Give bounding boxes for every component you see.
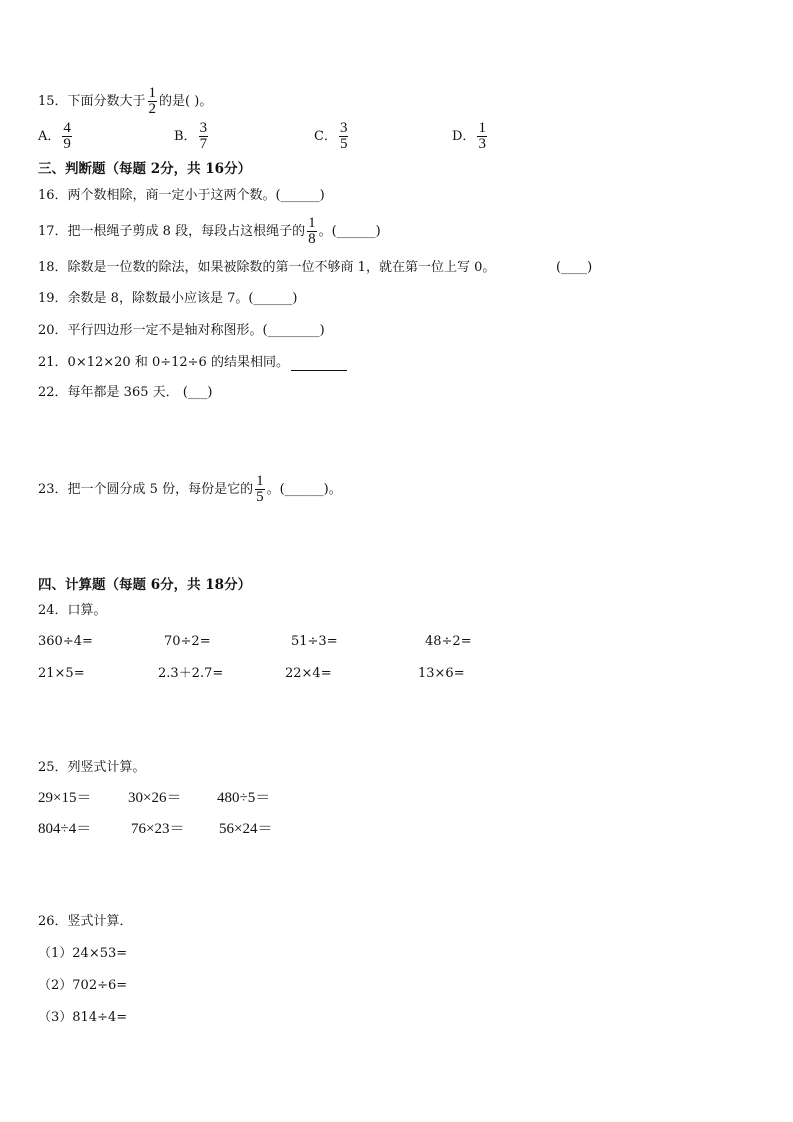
q17-frac-num: 1: [308, 215, 316, 231]
q23-text-after: 。(______)。: [266, 482, 342, 497]
q23-text-before: 23．把一个圆分成 5 份，每份是它的: [38, 482, 254, 497]
question-22: 22．每年都是 365 天． (___): [38, 385, 213, 400]
q26-item: （3）814÷4=: [38, 1010, 128, 1025]
option-a-num: 4: [63, 120, 71, 136]
q24-item: 51÷3=: [291, 634, 338, 649]
question-16: 16．两个数相除，商一定小于这两个数。(______): [38, 188, 325, 203]
question-15: [38, 86, 212, 117]
option-c-fraction: [339, 121, 349, 152]
q17-text-before: 17．把一根绳子剪成 8 段，每段占这根绳子的: [38, 224, 306, 239]
q15-text-after: 的是( )。: [159, 94, 213, 109]
option-b-fraction: [199, 121, 209, 152]
question-26-title: 26．竖式计算．: [38, 914, 133, 929]
option-d-den: 3: [478, 136, 486, 152]
q15-text-before: 15．下面分数大于: [38, 94, 146, 109]
q25-item: 804÷4＝: [38, 821, 92, 837]
q15-frac-den: 2: [148, 101, 157, 117]
q17-fraction: [307, 216, 317, 247]
question-18: 18．除数是一位数的除法，如果被除数的第一位不够商 1，就在第一位上写 0。: [38, 260, 496, 275]
q17-text-after: 。(______): [318, 224, 381, 239]
option-d-num: 1: [478, 120, 486, 136]
q26-item: （1）24×53=: [38, 946, 128, 961]
q15-option-d: [452, 121, 489, 152]
q25-item: 29×15＝: [38, 790, 92, 806]
q21-text: 21．0×12×20 和 0÷12÷6 的结果相同。: [38, 355, 289, 370]
question-18-blank: (____): [556, 260, 593, 275]
question-23: [38, 474, 342, 505]
option-d-label: D．: [452, 129, 476, 144]
option-d-fraction: [477, 121, 487, 152]
q25-item: 30×26＝: [128, 790, 182, 806]
q25-item: 480÷5＝: [217, 790, 271, 806]
q24-item: 360÷4=: [38, 634, 93, 649]
question-21: [38, 355, 347, 371]
option-b-num: 3: [199, 120, 208, 136]
option-a-fraction: [62, 121, 72, 152]
question-20: 20．平行四边形一定不是轴对称图形。(________): [38, 323, 325, 338]
option-b-den: 7: [199, 136, 208, 152]
q26-item: （2）702÷6=: [38, 978, 128, 993]
q17-frac-den: 8: [308, 231, 316, 247]
q23-frac-den: 5: [256, 489, 264, 505]
question-19: 19．余数是 8，除数最小应该是 7。(______): [38, 291, 298, 306]
option-b-label: B．: [174, 129, 197, 144]
section-3-title: 三、判断题（每题 2分，共 16分）: [38, 161, 252, 177]
question-25-title: 25．列竖式计算。: [38, 760, 146, 775]
q21-answer-line: [291, 357, 347, 371]
option-c-den: 5: [339, 136, 348, 152]
option-a-den: 9: [63, 136, 71, 152]
question-24-title: 24．口算。: [38, 603, 107, 618]
q24-item: 48÷2=: [425, 634, 472, 649]
q15-option-b: [174, 121, 210, 152]
q15-option-c: [314, 121, 350, 152]
option-c-num: 3: [339, 120, 348, 136]
q15-option-a: [38, 121, 74, 152]
q15-fraction: [148, 86, 158, 117]
q23-fraction: [255, 474, 265, 505]
q25-item: 76×23＝: [131, 821, 185, 837]
q15-frac-num: 1: [148, 85, 157, 101]
q24-item: 2.3＋2.7=: [158, 666, 224, 681]
q24-item: 13×6=: [418, 666, 465, 681]
section-4-title: 四、计算题（每题 6分，共 18分）: [38, 577, 252, 593]
option-c-label: C．: [314, 129, 337, 144]
q23-frac-num: 1: [256, 473, 264, 489]
question-17: [38, 216, 381, 247]
q24-item: 70÷2=: [164, 634, 211, 649]
q24-item: 21×5=: [38, 666, 85, 681]
q24-item: 22×4=: [285, 666, 332, 681]
q25-item: 56×24＝: [219, 821, 273, 837]
option-a-label: A．: [38, 129, 61, 144]
